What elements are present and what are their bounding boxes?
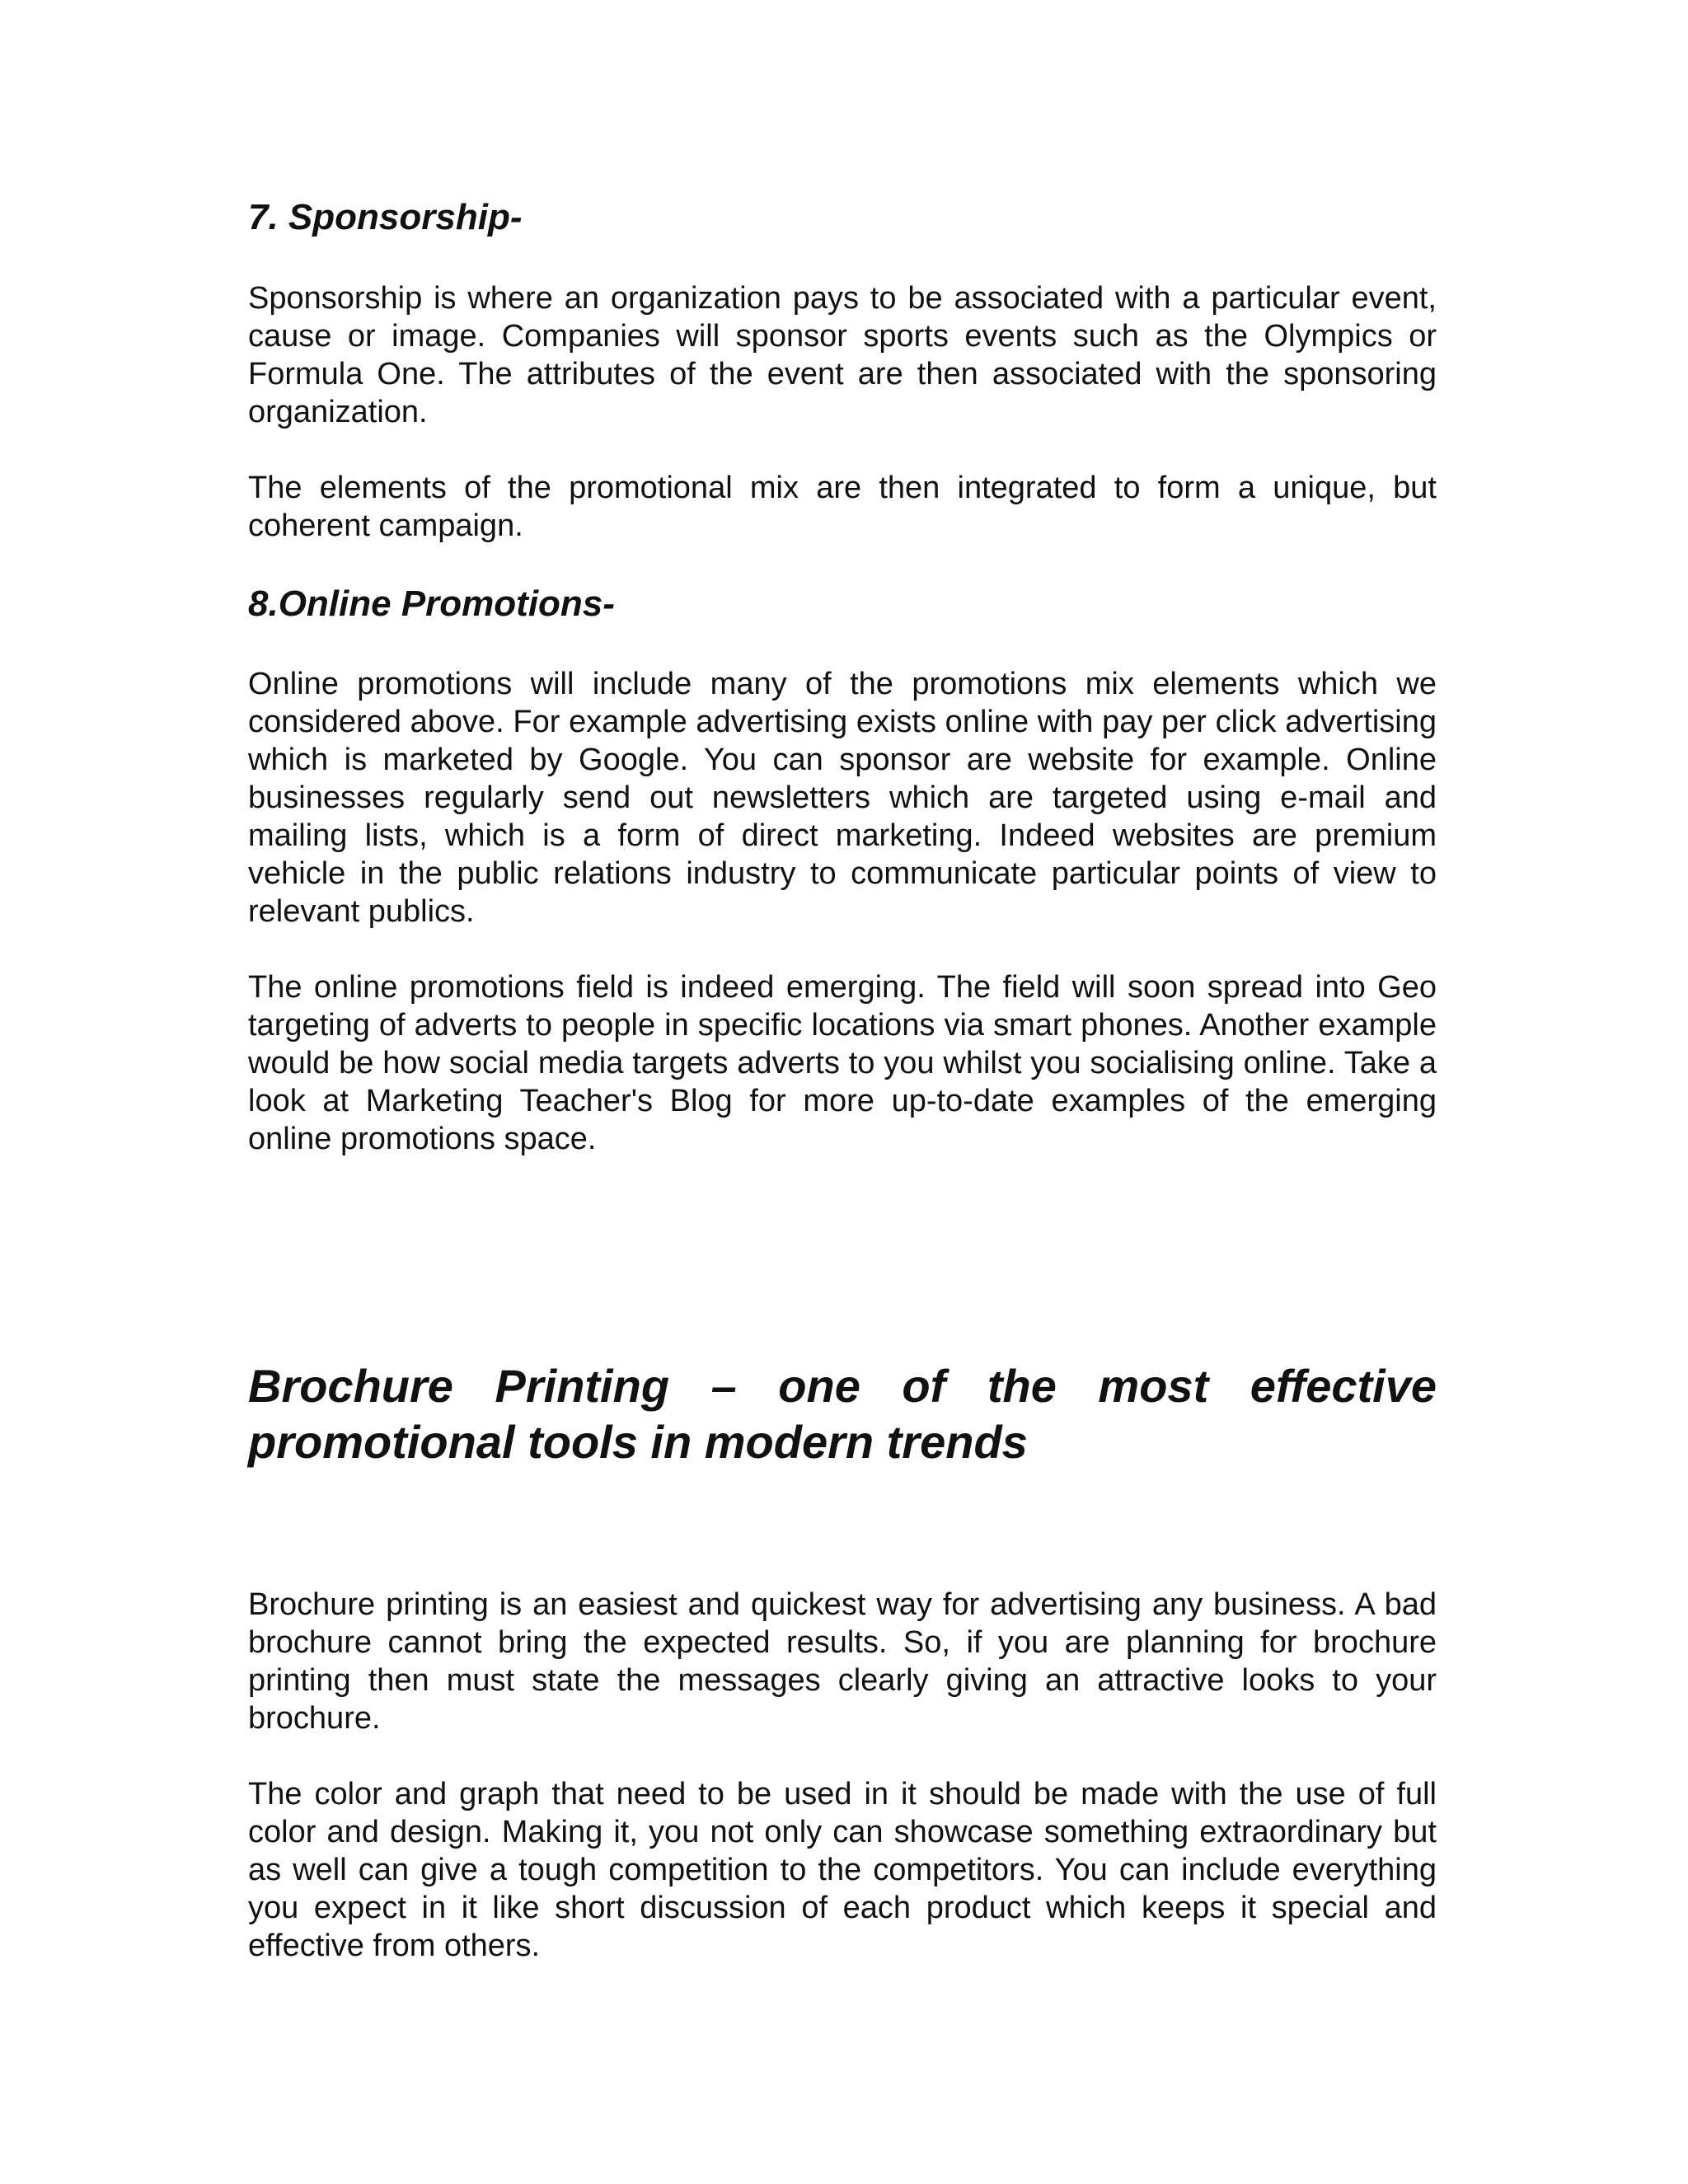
paragraph: The online promotions field is indeed emerging. The field will soon spread into Geo targeting of adverts to people in specific locations via smart phones. Another example would be how social media targets adverts to you whilst you socialising online. Take a look at Marketing Teacher's Blog for more up-to-date examples of the emerging online promotions space. [248, 970, 1437, 1156]
section-sponsorship-body [248, 279, 1437, 431]
paragraph: Brochure printing is an easiest and quickest way for advertising any business. A bad brochure cannot bring the expected results. So, if you are planning for brochure printing then must state the messages clearly giving an attractive looks to your brochure. [248, 1587, 1437, 1736]
article-header [248, 1358, 1437, 1470]
paragraph: The color and graph that need to be used in it should be made with the use of full color and design. Making it, you not only can showcase something extraordinary but as well can give a tough competition to the competitors. You can include everything you expect in it like short discussion of each product which keeps it special and effective from others. [248, 1777, 1437, 1963]
section-online-promotions-body [248, 665, 1437, 930]
paragraph: Sponsorship is where an organization pays to be associated with a particular event, cause or image. Companies will sponsor sports events such as the Olympics or Formula One. The attributes of the event are then associated with the sponsoring organization. [248, 281, 1437, 429]
section-online-promotions [248, 581, 1437, 627]
article-title: Brochure Printing – one of the most effective promotional tools in modern trends [248, 1360, 1437, 1468]
paragraph: The elements of the promotional mix are then integrated to form a unique, but coherent campaign. [248, 471, 1437, 543]
article-body [248, 1586, 1437, 1737]
section-heading: 8.Online Promotions- [248, 583, 615, 624]
section-online-promotions-body-2 [248, 968, 1437, 1158]
section-sponsorship-body-2 [248, 469, 1437, 545]
section-heading: 7. Sponsorship- [248, 197, 523, 237]
section-sponsorship [248, 194, 1437, 241]
paragraph: Online promotions will include many of the promotions mix elements which we considered above. For example advertising exists online with pay per click advertising which is marketed by Google. You can sponsor are website for example. Online businesses regularly send out newsletters which are targeted using e-mail and mailing lists, which is a form of direct marketing. Indeed websites are premium vehicle in the public relations industry to communicate particular points of view to relevant publics. [248, 667, 1437, 929]
article-body-2 [248, 1775, 1437, 1965]
